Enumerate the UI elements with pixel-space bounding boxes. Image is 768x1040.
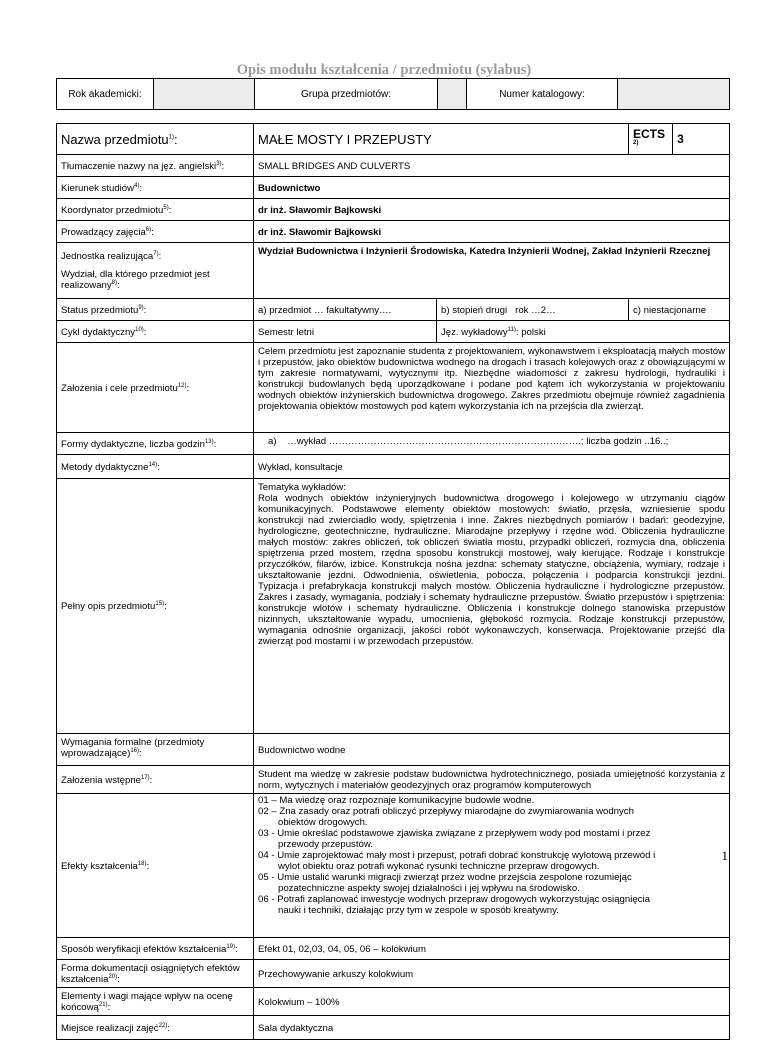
weryfikacja-value: Efekt 01, 02,03, 04, 05, 06 – kolokwium: [254, 938, 730, 960]
row-miejsce: [57, 1016, 730, 1040]
tlumaczenie-value: SMALL BRIDGES AND CULVERTS: [254, 155, 730, 177]
document-title: Opis modułu kształcenia / przedmiotu (sylabus): [236, 62, 532, 78]
kierunek-value: Budownictwo: [254, 177, 730, 199]
weryfikacja-label: Sposób weryfikacji efektów kształcenia$^{19)}$:: [57, 938, 254, 960]
syllabus-table: [56, 123, 730, 1040]
dokumentacja-label: Forma dokumentacji osiągniętych efektów kształcenia$^{20)}$:: [57, 960, 254, 988]
efekt-item: 01 – Ma wiedzę oraz rozpoznaje komunikacyjne budowle wodne.: [258, 795, 535, 806]
wymagania-label: Wymagania formalne (przedmioty wprowadzające)$^{16)}$:: [57, 734, 254, 766]
page-number: 1: [721, 848, 728, 863]
efekt-item: 02 – Zna zasady oraz potrafi obliczyć przepływy miarodajne do zwymiarowania wodnych obiektów drogowych.: [258, 806, 634, 828]
grupa-przedmiotow-value: [438, 79, 467, 110]
dokumentacja-value: Przechowywanie arkuszy kolokwium: [254, 960, 730, 988]
koordynator-label: Koordynator przedmiotu$^{5)}$:: [57, 199, 254, 221]
row-formy: [57, 433, 730, 455]
row-wagi: [57, 988, 730, 1016]
metody-value: Wykład, konsultacje: [254, 455, 730, 479]
numer-katalogowy-value: [618, 79, 730, 110]
ects-value: 3: [673, 124, 730, 155]
row-status: [57, 299, 730, 321]
row-jednostka: [57, 243, 730, 299]
jednostka-value: Wydział Budownictwa i Inżynierii Środowiska, Katedra Inżynierii Wodnej, Zakład Inżynierii Rzecznej: [254, 243, 730, 299]
cykl-label: Cykl dydaktyczny$^{10)}$:: [57, 321, 254, 343]
nazwa-value: MAŁE MOSTY I PRZEPUSTY: [254, 124, 538, 155]
wagi-value: Kolokwium – 100%: [254, 988, 730, 1016]
wstepne-value: Student ma wiedzę w zakresie podstaw budownictwa hydrotechnicznego, posiada umiejętność korzystania z norm, wytycznych i materiałów geodezyjnych oraz programów komputerowych: [254, 766, 730, 794]
status-c: c) niestacjonarne: [629, 299, 730, 321]
efekty-label: Efekty kształcenia$^{18)}$:: [57, 794, 254, 938]
formy-label: Formy dydaktyczne, liczba godzin$^{13)}$:: [57, 433, 254, 455]
status-b: b) stopień drugi rok …2…: [437, 299, 629, 321]
pelny-value: Tematyka wykładów: Rola wodnych obiektów inżynieryjnych budownictwa drogowego i kolejowego w utrzymaniu ciągów komunikacyjnych. Podstawowe elementy obiektów mostowych: światło, przęsła, wzniesienie spodu konstrukcji nad zwierciadło wody, spiętrzenia i inne. Zakres niezbędnych pomiarów i badań: geodezyjne, hydrologiczne, geotechniczne, hydrauliczne. Miarodajne przepływy i rzędne wód. Obliczenia hydrauliczne małych mostów: zakres obliczeń, tok obliczeń światła mostu, przypadki obliczeń, rozmycia dna, obliczenia spiętrzenia przed mostem, rzędna sposobu konstrukcji mostowej, wały kierujące. Rodzaje i konstrukcje przyczółków, filarów, izbice. Konstrukcja nośna jezdna: schematy statyczne, obciążenia, wymiary, rodzaje i ukształtowanie jezdni. Odwodnienia, oświetlenia, pobocza, połączenia i podparcia konstrukcji jezdni. Typizacja i prefabrykacja konstrukcji małych mostów. Obliczenia hydrauliczne i hydrologiczne przepustów. Zakres i zasady, wymagania, podziały i schematy hydrauliczne przepustów. Światło przepustów i spiętrzenia: konstrukcje wlotów i schematy hydrauliczne. Obliczenia i konstrukcje dolnego stanowiska przepustów nizinnych, ukształtowanie wypadu, umocnienia, głębokość rozmycia. Rodzaje konstrukcji przepustów, wymagania odnośnie organizacji, jakości robót wykonawczych, konserwacja. Projektowanie przejść dla zwierząt pod mostami i w przewodach przepustów.: [254, 479, 730, 734]
row-cykl: [57, 321, 730, 343]
cykl-value: Semestr letni: [254, 321, 437, 343]
rok-akademicki-value: [154, 79, 255, 110]
row-dokumentacja: [57, 960, 730, 988]
top-info-table: [56, 78, 730, 110]
row-wymagania: [57, 734, 730, 766]
row-koordynator: [57, 199, 730, 221]
miejsce-label: Miejsce realizacji zajęć$^{22)}$:: [57, 1016, 254, 1040]
row-zalozenia: [57, 343, 730, 433]
jezyk-wykladowy: Jęz. wykładowy$^{11)}$: polski: [437, 321, 730, 343]
jednostka-label: Jednostka realizująca$^{7)}$: Wydział, dla którego przedmiot jest realizowany$^{8)}$:: [57, 243, 254, 299]
row-metody: [57, 455, 730, 479]
row-pelny-opis: [57, 479, 730, 734]
zalozenia-value: Celem przedmiotu jest zapoznanie studenta z projektowaniem, wykonawstwem i eksploatacją małych mostów i przepustów, jako obiektów budownictwa wodnego na drogach i trasach kolejowych oraz z obowiązującymi w tym zakresie normatywami, wytycznymi itp. Niezbędne wiadomości z zakresu hydrologii, hydrauliki i konstrukcji budowlanych będą uporządkowane i podane pod kątem ich wykorzystania w projektowaniu wodnych obiektów inżynierskich budownictwa drogowego. Zakres przedmiotu obejmuje również zagadnienia projektowania obiektów mostowych pod kątem wykorzystania ich na przejścia dla zwierząt.: [254, 343, 730, 433]
pelny-label: Pełny opis przedmiotu$^{15)}$:: [57, 479, 254, 734]
efekt-item: 04 - Umie zaprojektować mały most i przepust, potrafi dobrać konstrukcję wylotową przewód i wylot obiektu oraz potrafi wykonać rysunki techniczne przepraw drogowych.: [258, 850, 656, 872]
wymagania-value: Budownictwo wodne: [254, 734, 730, 766]
row-efekty: [57, 794, 730, 938]
nazwa-label: Nazwa przedmiotu$^{1)}$:: [57, 124, 254, 155]
miejsce-value: Sala dydaktyczna: [254, 1016, 730, 1040]
efekty-value: [254, 794, 730, 938]
numer-katalogowy-label: Numer katalogowy:: [467, 79, 618, 110]
status-a: a) przedmiot … fakultatywny….: [254, 299, 437, 321]
row-nazwa: [57, 124, 730, 155]
prowadzacy-label: Prowadzący zajęcia$^{6)}$:: [57, 221, 254, 243]
row-tlumaczenie: [57, 155, 730, 177]
grupa-przedmiotow-label: Grupa przedmiotów:: [255, 79, 438, 110]
rok-akademicki-label: Rok akademicki:: [57, 79, 154, 110]
efekt-item: 05 - Umie ustalić warunki migracji zwierząt przez wodne przejścia zespolone rozumiejąc pozatechniczne aspekty swojej działalności i jej wpływu na środowisko.: [258, 872, 632, 894]
row-wstepne: [57, 766, 730, 794]
zalozenia-label: Założenia i cele przedmiotu$^{12)}$:: [57, 343, 254, 433]
efekt-item: 03 - Umie określać podstawowe zjawiska związane z przepływem wody pod mostami i przez przewody przepustów.: [258, 828, 651, 850]
row-weryfikacja: [57, 938, 730, 960]
kierunek-label: Kierunek studiów$^{4)}$:: [57, 177, 254, 199]
efekt-item: 06 - Potrafi zaplanować inwestycje wodnych przepraw drogowych wykorzystując osiągnięcia nauki i techniki, działając przy tym w zespole w sposób kreatywny.: [258, 894, 650, 916]
wagi-label: Elementy i wagi mające wpływ na ocenę końcową$^{21)}$:: [57, 988, 254, 1016]
ects-label: ECTS $^{2)}$: [629, 124, 673, 155]
formy-value: a) …wykład …………………………………………………………………….; liczba godzin ..16..;: [254, 433, 730, 455]
koordynator-value: dr inż. Sławomir Bajkowski: [254, 199, 730, 221]
wstepne-label: Założenia wstępne$^{17)}$:: [57, 766, 254, 794]
prowadzacy-value: dr inż. Sławomir Bajkowski: [254, 221, 730, 243]
nazwa-spacer: [538, 124, 629, 155]
tlumaczenie-label: Tłumaczenie nazwy na jęz. angielski$^{3)}$:: [57, 155, 254, 177]
metody-label: Metody dydaktyczne$^{14)}$:: [57, 455, 254, 479]
status-label: Status przedmiotu$^{9)}$:: [57, 299, 254, 321]
row-kierunek: [57, 177, 730, 199]
row-prowadzacy: [57, 221, 730, 243]
